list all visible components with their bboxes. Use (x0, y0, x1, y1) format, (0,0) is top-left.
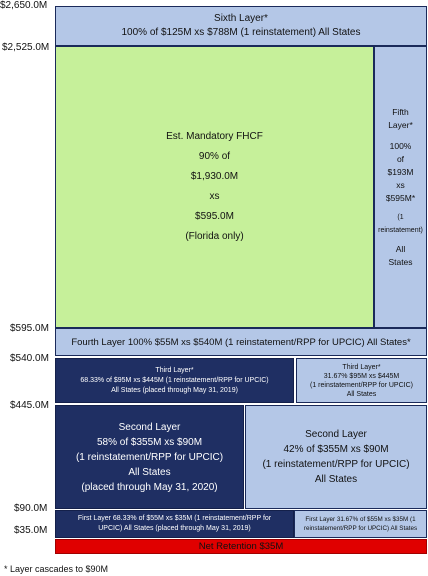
fhcf-scope: (Florida only) (185, 231, 244, 242)
fifth-layer-attach: $595M* (385, 192, 416, 203)
fhcf-block (55, 46, 374, 328)
second-left-terms: 58% of $355M xs $90M (96, 436, 203, 448)
fifth-layer-reinst-1: (1 (397, 213, 404, 221)
footnote: * Layer cascades to $90M (4, 564, 109, 574)
fourth-layer-block (55, 328, 427, 356)
third-left-title: Third Layer* (155, 366, 194, 374)
first-layer-left-block (55, 510, 294, 538)
fhcf-retention: $595.0M (195, 211, 234, 222)
second-left-title: Second Layer (118, 421, 181, 433)
second-layer-right-block (245, 405, 427, 509)
axis-label-595: $595.0M (10, 323, 49, 334)
second-right-title: Second Layer (305, 429, 367, 440)
second-right-terms: 42% of $355M xs $90M (283, 444, 389, 455)
axis-label-90: $90.0M (14, 503, 48, 514)
first-layer-right-block (294, 510, 427, 538)
third-left-terms: 68.33% of $95M xs $445M (1 reinstatement/RPP for UPCIC) (80, 376, 269, 384)
sixth-layer-terms: 100% of $125M xs $788M (1 reinstatement) All States (121, 27, 361, 38)
fifth-layer-block (374, 46, 427, 328)
fhcf-limit: $1,930.0M (190, 171, 239, 182)
fhcf-xs: xs (209, 191, 220, 202)
second-right-scope: All States (314, 474, 358, 485)
fhcf-title: Est. Mandatory FHCF (166, 131, 263, 142)
net-retention-text: Net Retention $35M (198, 541, 284, 552)
fifth-layer-xs: xs (396, 179, 405, 190)
fifth-layer-title-1: Fifth (392, 106, 409, 117)
axis-label-2525: $2,525.0M (2, 42, 50, 53)
third-right-reinst: (1 reinstatement/RPP for UPCIC) (310, 381, 413, 389)
third-layer-left-block (55, 358, 294, 403)
second-layer-left-block (55, 405, 244, 509)
third-right-terms: 31.67% $95M xs $445M (323, 372, 400, 380)
axis-label-540: $540.0M (10, 353, 49, 364)
first-right-scope: reinstatement/RPP for UPCIC) All States (303, 525, 418, 532)
sixth-layer-title: Sixth Layer* (214, 13, 268, 24)
axis-label-445: $445.0M (10, 400, 49, 411)
third-right-scope: All States (346, 390, 377, 398)
fifth-layer-title-2: Layer* (388, 119, 413, 130)
second-left-scope: All States (128, 466, 171, 478)
first-right-terms: First Layer 31.67% of $55M xs $35M (1 (305, 516, 416, 523)
second-left-reinst: (1 reinstatement/RPP for UPCIC) (75, 451, 224, 463)
second-left-placed: (placed through May 31, 2020) (81, 481, 218, 493)
third-right-title: Third Layer* (342, 363, 381, 371)
fifth-layer-percent: 100% (389, 140, 412, 151)
fhcf-percent: 90% of (198, 151, 231, 162)
axis-label-35: $35.0M (14, 525, 48, 536)
fifth-layer-scope-2: States (388, 256, 413, 267)
net-retention-block (55, 539, 427, 554)
third-layer-right-block (296, 358, 427, 403)
second-right-reinst: (1 reinstatement/RPP for UPCIC) (262, 459, 410, 470)
fifth-layer-of: of (396, 153, 405, 164)
fourth-layer-text: Fourth Layer 100% $55M xs $540M (1 reinstatement/RPP for UPCIC) All States* (71, 336, 411, 348)
sixth-layer-block (55, 6, 427, 46)
axis-label-2650: $2,650.0M (0, 0, 48, 11)
fifth-layer-limit: $193M (387, 166, 414, 177)
fifth-layer-scope-1: All (395, 243, 406, 254)
first-left-terms: First Layer 68.33% of $55M xs $35M (1 reinstatement/RPP for (77, 515, 272, 522)
fifth-layer-reinst-2: reinstatement) (378, 226, 423, 234)
third-left-scope: All States (placed through May 31, 2019) (111, 386, 238, 394)
first-left-scope: UPCIC) All States (placed through May 31, 2019) (98, 525, 251, 532)
